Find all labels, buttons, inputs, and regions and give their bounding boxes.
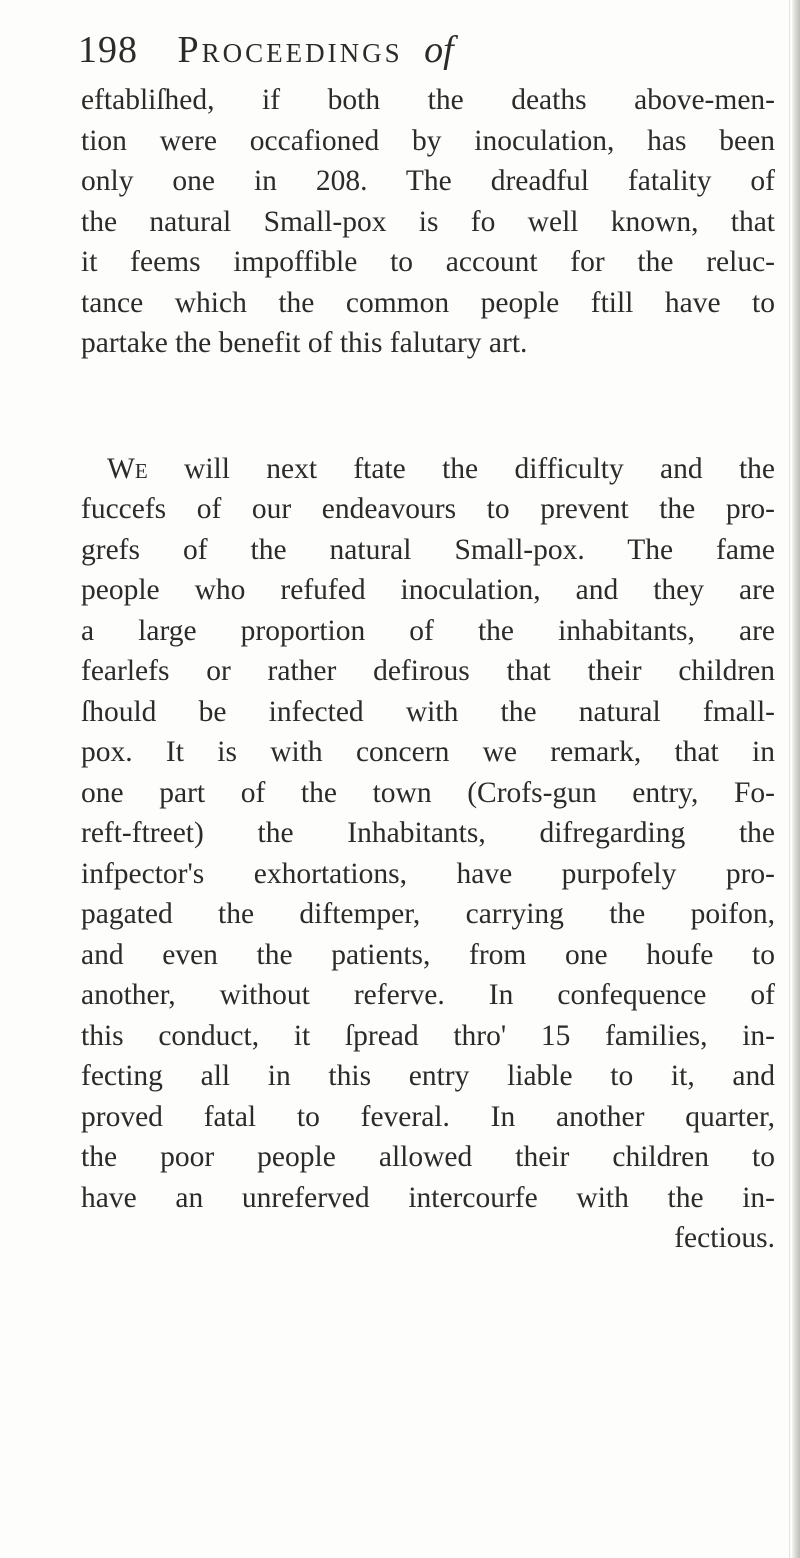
opening-word: We <box>107 452 148 485</box>
page-number: 198 <box>78 29 138 71</box>
text-line: fecting all in this entry liable to it, and <box>81 1060 775 1092</box>
paragraph-2 <box>81 449 775 1259</box>
text-line: people who refufed inoculation, and they are <box>81 574 775 606</box>
text-line: eftabliſhed, if both the deaths above-men- <box>81 84 775 116</box>
first-line-rest: will next ftate the difficulty and the <box>184 452 776 485</box>
catchword: fectious. <box>674 1222 775 1254</box>
text-line: a large proportion of the inhabitants, are <box>81 614 775 647</box>
text-line: only one in 208. The dreadful fatality of <box>81 165 775 197</box>
text-line: tion were occafioned by inoculation, has been <box>81 124 775 157</box>
page-edge <box>792 0 800 1558</box>
running-title-suffix: of <box>424 29 454 71</box>
text-line: the natural Small-pox is fo well known, that <box>81 205 775 238</box>
paragraph-break <box>81 364 775 449</box>
text-line: tance which the common people ftill have to <box>81 286 775 319</box>
running-title: Proceedings <box>177 29 403 71</box>
running-header <box>78 20 778 80</box>
text-line-first <box>81 449 775 490</box>
body-text <box>81 80 775 1259</box>
text-line: ſhould be infected with the natural fmall- <box>81 695 775 728</box>
text-line: one part of the town (Crofs-gun entry, Fo- <box>81 776 775 809</box>
text-line: pox. It is with concern we remark, that in <box>81 736 775 768</box>
text-line: this conduct, it ſpread thro' 15 families, in- <box>81 1019 775 1052</box>
text-line: fearlefs or rather defirous that their children <box>81 655 775 687</box>
text-line: have an unreferved intercourfe with the in- <box>81 1181 775 1214</box>
text-line: fuccefs of our endeavours to prevent the pro- <box>81 493 775 525</box>
text-line: reft-ftreet) the Inhabitants, difregarding the <box>81 817 775 849</box>
text-line: infpector's exhortations, have purpofely pro- <box>81 857 775 890</box>
text-line: grefs of the natural Small-pox. The fame <box>81 533 775 566</box>
text-line: the poor people allowed their children to <box>81 1141 775 1173</box>
text-line: pagated the diftemper, carrying the poifon, <box>81 898 775 930</box>
page-edge-shadow-line <box>789 0 790 1558</box>
text-line: another, without referve. In confequence of <box>81 979 775 1011</box>
text-line: and even the patients, from one houfe to <box>81 938 775 971</box>
text-line: partake the benefit of this falutary art. <box>81 327 528 359</box>
text-line: it feems impoffible to account for the reluc- <box>81 246 775 278</box>
paragraph-1 <box>81 80 775 364</box>
text-line: proved fatal to feveral. In another quarter, <box>81 1100 775 1133</box>
